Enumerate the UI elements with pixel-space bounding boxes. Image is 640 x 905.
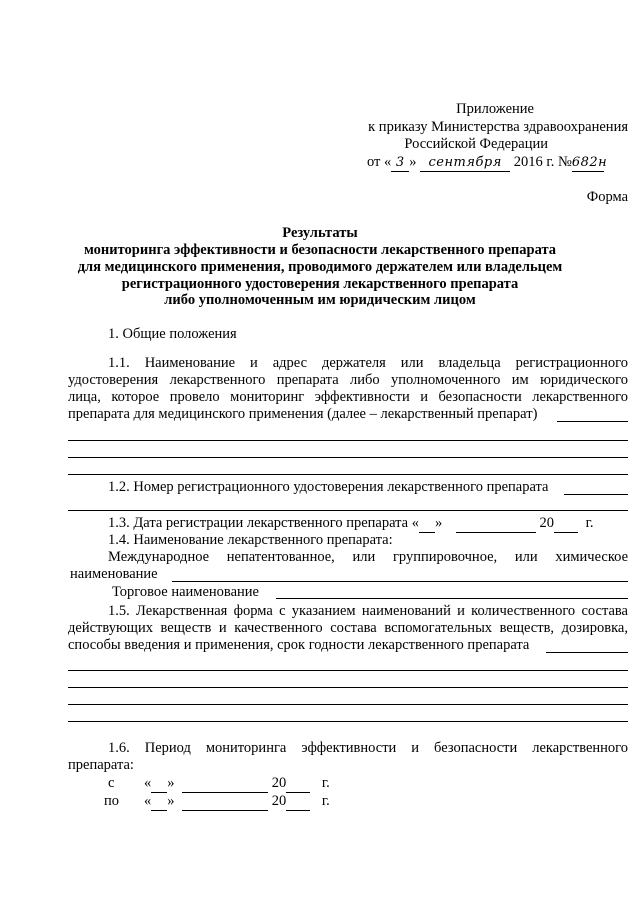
p13-year-prefix: 20 [539, 515, 554, 531]
p12-text: 1.2. Номер регистрационного удостоверения лекарственного препарата [108, 479, 549, 495]
p14-inn-line-1: Международное непатентованное, или группировочное, или химическое [108, 549, 628, 565]
holder-name-field-line-2[interactable] [68, 440, 628, 441]
section-heading: 1. Общие положения [108, 326, 237, 342]
title-line-2: мониторинга эффективности и безопасности лекарственного препарата [83, 242, 557, 258]
dosage-form-field-line-5[interactable] [68, 721, 628, 722]
holder-name-field-line-4[interactable] [68, 474, 628, 475]
holder-name-field[interactable] [557, 421, 628, 422]
order-date-line [367, 154, 608, 172]
date-year: 2016 г. № [513, 154, 572, 170]
to-year-field[interactable] [286, 793, 310, 811]
p14-text: 1.4. Наименование лекарственного препарата: [108, 532, 393, 548]
p15-line-2: действующих веществ и качественного состава вспомогательных веществ, дозировка, [68, 620, 628, 636]
p16-line-1: 1.6. Период мониторинга эффективности и безопасности лекарственного [108, 740, 628, 756]
to-month-field[interactable] [182, 793, 268, 811]
date-day: 3 [391, 154, 409, 172]
dosage-form-field-line-4[interactable] [68, 704, 628, 705]
from-year-suffix: г. [321, 775, 330, 791]
registration-number-field-line-2[interactable] [68, 510, 628, 511]
period-from-label: с [108, 775, 115, 791]
form-label: Форма [586, 189, 628, 205]
from-year-field[interactable] [286, 775, 310, 793]
appendix-label: Приложение [456, 101, 534, 117]
registration-number-field[interactable] [564, 494, 628, 495]
period-to-date [144, 793, 330, 811]
from-quote-open: « [144, 775, 152, 791]
title-line-5: либо уполномоченным им юридическим лицом [164, 292, 476, 308]
p11-line-1: 1.1. Наименование и адрес держателя или владельца регистрационного [108, 355, 628, 371]
from-day-field[interactable] [151, 775, 167, 793]
dosage-form-field[interactable] [546, 652, 628, 653]
inn-field[interactable] [172, 581, 628, 582]
p14-trade-label: Торговое наименование [112, 584, 259, 600]
p13-line [108, 515, 594, 533]
reg-month-field[interactable] [456, 515, 536, 533]
to-quote-close: » [167, 793, 175, 809]
trade-name-field[interactable] [276, 598, 628, 599]
date-prefix: от « [367, 154, 392, 170]
p11-line-4: препарата для медицинского применения (далее – лекарственный препарат) [68, 406, 538, 422]
p15-line-1: 1.5. Лекарственная форма с указанием наименований и количественного состава [108, 603, 628, 619]
from-year-prefix: 20 [271, 775, 287, 791]
date-quote: » [409, 154, 417, 170]
p13-text: 1.3. Дата регистрации лекарственного препарата « [108, 515, 419, 531]
period-from-date [144, 775, 330, 793]
p16-line-2: препарата: [68, 757, 134, 773]
date-month: сентября [420, 154, 510, 172]
reg-year-field[interactable] [554, 515, 578, 533]
p13-year-suffix: г. [585, 515, 594, 531]
reg-day-field[interactable] [419, 515, 435, 533]
to-day-field[interactable] [151, 793, 167, 811]
p11-line-2: удостоверения лекарственного препарата либо уполномоченного им юридического [68, 372, 628, 388]
p13-quote: » [435, 515, 443, 531]
to-year-prefix: 20 [271, 793, 287, 809]
from-quote-close: » [167, 775, 175, 791]
title-line-1: Результаты [282, 225, 358, 241]
order-number: 682н [571, 155, 608, 170]
p11-line-3: лица, которое провело мониторинг эффективности и безопасности лекарственного [68, 389, 628, 405]
order-line: к приказу Министерства здравоохранения [368, 119, 628, 135]
period-to-label: по [104, 793, 120, 809]
title-line-3: для медицинского применения, проводимого держателем или владельцем [77, 259, 563, 275]
federation-line: Российской Федерации [404, 136, 548, 152]
p14-inn-line-2: наименование [70, 566, 158, 582]
from-month-field[interactable] [182, 775, 268, 793]
title-line-4: регистрационного удостоверения лекарственного препарата [121, 276, 519, 292]
to-year-suffix: г. [321, 793, 330, 809]
dosage-form-field-line-2[interactable] [68, 670, 628, 671]
dosage-form-field-line-3[interactable] [68, 687, 628, 688]
p15-line-3: способы введения и применения, срок годности лекарственного препарата [68, 637, 530, 653]
holder-name-field-line-3[interactable] [68, 457, 628, 458]
to-quote-open: « [144, 793, 152, 809]
